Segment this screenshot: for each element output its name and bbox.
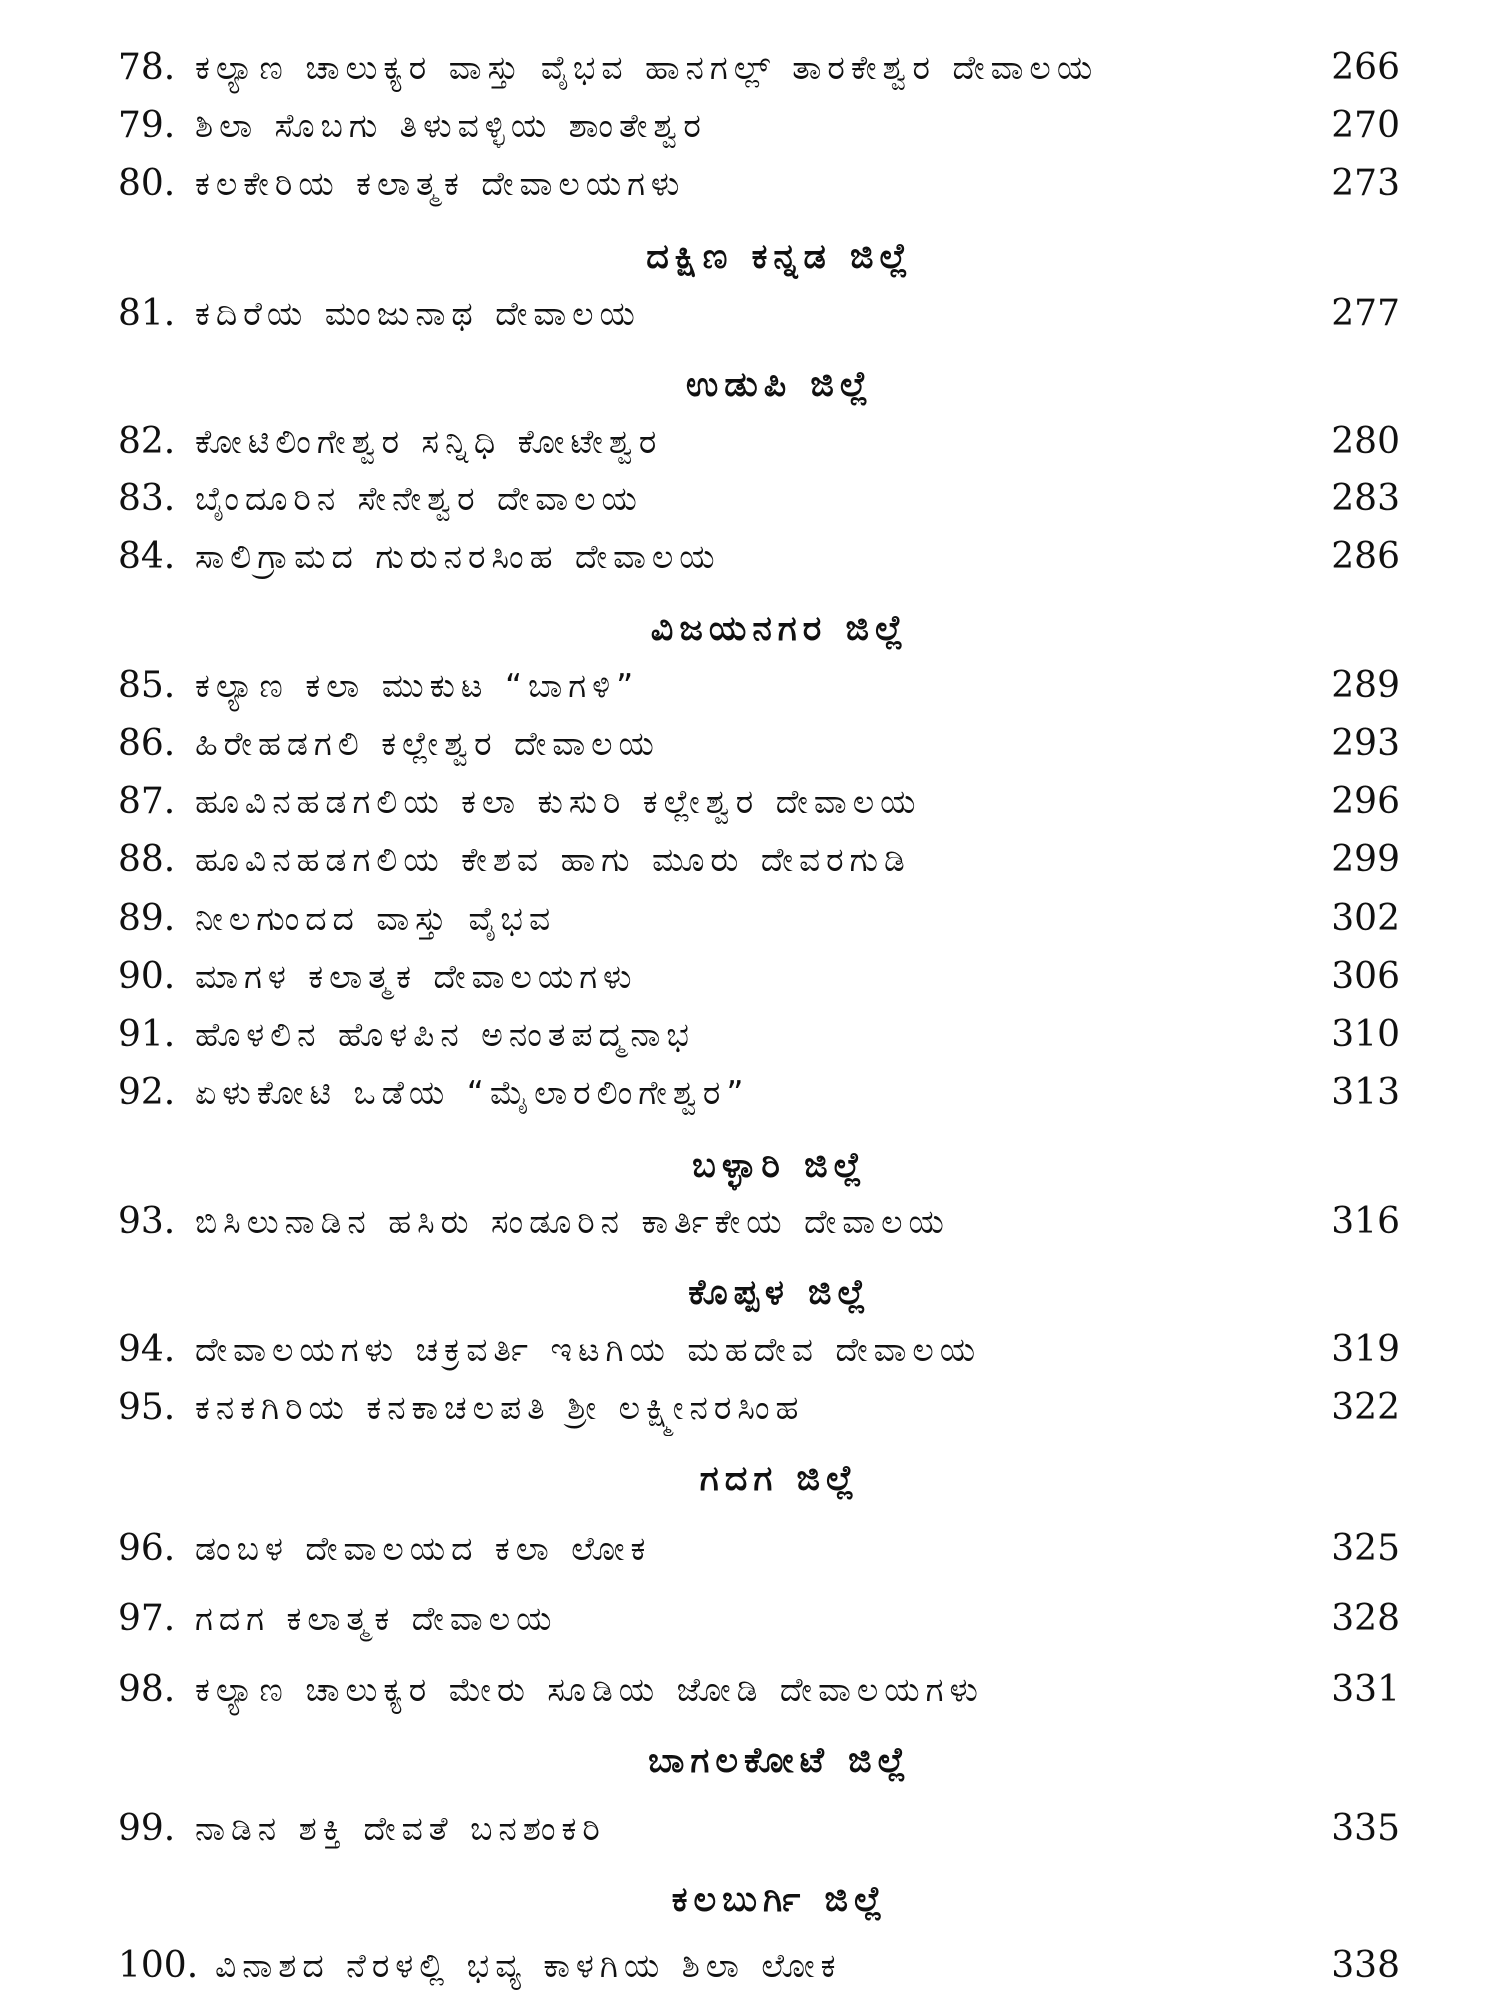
entry-title: ಹೂವಿನಹಡಗಲಿಯ ಕೇಶವ ಹಾಗು ಮೂರು ದೇವರಗುಡಿ [195,840,911,879]
entry-title: ಸಾಲಿಗ್ರಾಮದ ಗುರುನರಸಿಂಹ ದೇವಾಲಯ [195,537,721,576]
entry-page: 338 [1331,1945,1400,1986]
district-heading: ಕೊಪ್ಪಳ ಜಿಲ್ಲೆ [688,1273,872,1313]
entry-page: 306 [1331,956,1400,997]
toc-entry [0,1938,1500,1994]
toc-entry [0,774,1500,830]
entry-title: ಬೈಂದೂರಿನ ಸೇನೇಶ್ವರ ದೇವಾಲಯ [195,479,643,518]
entry-page: 277 [1331,293,1400,334]
entry-page: 335 [1331,1808,1400,1849]
entry-page: 293 [1331,723,1400,764]
entry-title: ಬಿಸಿಲುನಾಡಿನ ಹಸಿರು ಸಂಡೂರಿನ ಕಾರ್ತಿಕೇಯ ದೇವಾಲಯ [195,1202,950,1241]
entry-number: 100. [118,1945,199,1986]
entry-number: 82. [118,421,176,462]
entry-number: 94. [118,1329,176,1370]
entry-number: 96. [118,1528,176,1569]
toc-entry [0,658,1500,714]
entry-title: ಕಲಕೇರಿಯ ಕಲಾತ್ಮಕ ದೇವಾಲಯಗಳು [195,164,686,203]
toc-entry [0,529,1500,585]
toc-entry [0,1521,1500,1577]
toc-entry [0,156,1500,212]
entry-number: 99. [118,1808,176,1849]
entry-number: 78. [118,47,176,88]
entry-title: ಹೂವಿನಹಡಗಲಿಯ ಕಲಾ ಕುಸುರಿ ಕಲ್ಲೇಶ್ವರ ದೇವಾಲಯ [195,782,922,821]
district-heading: ಕಲಬುರ್ಗಿ ಜಿಲ್ಲೆ [671,1880,889,1920]
entry-page: 283 [1331,478,1400,519]
entry-title: ನಾಡಿನ ಶಕ್ತಿ ದೇವತೆ ಬನಶಂಕರಿ [195,1809,606,1848]
entry-page: 310 [1331,1014,1400,1055]
entry-page: 325 [1331,1528,1400,1569]
entry-number: 90. [118,956,176,997]
entry-page: 319 [1331,1329,1400,1370]
entry-title: ಕದಿರೆಯ ಮಂಜುನಾಥ ದೇವಾಲಯ [195,294,641,333]
entry-page: 280 [1331,421,1400,462]
entry-title: ಕೋಟಿಲಿಂಗೇಶ್ವರ ಸನ್ನಿಧಿ ಕೋಟೇಶ್ವರ [195,422,663,461]
entry-title: ಶಿಲಾ ಸೊಬಗು ತಿಳುವಳ್ಳಿಯ ಶಾಂತೇಶ್ವರ [195,106,707,145]
toc-entry [0,832,1500,888]
toc-entry [0,1662,1500,1718]
district-heading: ಗದಗ ಜಿಲ್ಲೆ [699,1459,861,1499]
entry-page: 296 [1331,781,1400,822]
entry-number: 86. [118,723,176,764]
entry-title: ದೇವಾಲಯಗಳು ಚಕ್ರವರ್ತಿ ಇಟಗಿಯ ಮಹದೇವ ದೇವಾಲಯ [195,1330,982,1369]
entry-title: ಕಲ್ಯಾಣ ಚಾಲುಕ್ಯರ ಮೇರು ಸೂಡಿಯ ಜೋಡಿ ದೇವಾಲಯಗಳು [195,1670,984,1709]
toc-entry [0,1065,1500,1121]
entry-page: 331 [1331,1669,1400,1710]
entry-title: ವಿನಾಶದ ನೆರಳಲ್ಲಿ ಭವ್ಯ ಕಾಳಗಿಯ ಶಿಲಾ ಲೋಕ [215,1946,842,1985]
toc-entry [0,1801,1500,1857]
entry-title: ಡಂಬಳ ದೇವಾಲಯದ ಕಲಾ ಲೋಕ [195,1529,652,1568]
entry-page: 322 [1331,1387,1400,1428]
entry-page: 266 [1331,47,1400,88]
entry-page: 302 [1331,898,1400,939]
entry-number: 88. [118,839,176,880]
entry-number: 92. [118,1072,176,1113]
toc-entry [0,1322,1500,1378]
toc-entry [0,1194,1500,1250]
entry-number: 84. [118,536,176,577]
entry-title: ಏಳುಕೋಟಿ ಒಡೆಯ “ಮೈಲಾರಲಿಂಗೇಶ್ವರ” [195,1073,750,1112]
toc-entry [0,414,1500,470]
toc-entry [0,471,1500,527]
entry-number: 98. [118,1669,176,1710]
district-heading: ಬಳ್ಳಾರಿ ಜಿಲ್ಲೆ [692,1146,868,1186]
entry-title: ಕನಕಗಿರಿಯ ಕನಕಾಚಲಪತಿ ಶ್ರೀ ಲಕ್ಷ್ಮೀನರಸಿಂಹ [195,1388,805,1427]
entry-number: 83. [118,478,176,519]
toc-entry [0,1380,1500,1436]
district-heading: ಉಡುಪಿ ಜಿಲ್ಲೆ [685,365,875,405]
entry-number: 80. [118,163,176,204]
entry-title: ಮಾಗಳ ಕಲಾತ್ಮಕ ದೇವಾಲಯಗಳು [195,957,638,996]
entry-number: 95. [118,1387,176,1428]
entry-number: 81. [118,293,176,334]
district-heading: ವಿಜಯನಗರ ಜಿಲ್ಲೆ [650,609,910,649]
entry-title: ಕಲ್ಯಾಣ ಕಲಾ ಮುಕುಟ “ಬಾಗಳಿ” [195,666,640,705]
entry-page: 270 [1331,105,1400,146]
entry-page: 328 [1331,1598,1400,1639]
entry-title: ಗದಗ ಕಲಾತ್ಮಕ ದೇವಾಲಯ [195,1599,558,1638]
entry-number: 91. [118,1014,176,1055]
toc-entry [0,98,1500,154]
entry-page: 316 [1331,1201,1400,1242]
entry-title: ನೀಲಗುಂದದ ವಾಸ್ತು ವೈಭವ [195,899,557,938]
entry-page: 289 [1331,665,1400,706]
entry-number: 97. [118,1598,176,1639]
entry-page: 313 [1331,1072,1400,1113]
entry-title: ಹಿರೇಹಡಗಲಿ ಕಲ್ಲೇಶ್ವರ ದೇವಾಲಯ [195,724,660,763]
entry-page: 299 [1331,839,1400,880]
toc-entry [0,1007,1500,1063]
entry-number: 85. [118,665,176,706]
entry-number: 93. [118,1201,176,1242]
entry-number: 79. [118,105,176,146]
toc-entry [0,949,1500,1005]
entry-title: ಕಲ್ಯಾಣ ಚಾಲುಕ್ಯರ ವಾಸ್ತು ವೈಭವ ಹಾನಗಲ್ಲ್ ತಾರಕೇಶ್ವರ ದೇವಾಲಯ [195,48,1099,87]
entry-title: ಹೊಳಲಿನ ಹೊಳಪಿನ ಅನಂತಪದ್ಮನಾಭ [195,1015,695,1054]
entry-number: 89. [118,898,176,939]
toc-entry [0,1591,1500,1647]
toc-entry [0,40,1500,96]
district-heading: ಬಾಗಲಕೋಟೆ ಜಿಲ್ಲೆ [648,1741,912,1781]
district-heading: ದಕ್ಷಿಣ ಕನ್ನಡ ಜಿಲ್ಲೆ [646,237,914,277]
entry-page: 273 [1331,163,1400,204]
toc-entry [0,716,1500,772]
entry-number: 87. [118,781,176,822]
entry-page: 286 [1331,536,1400,577]
toc-entry [0,286,1500,342]
toc-entry [0,891,1500,947]
